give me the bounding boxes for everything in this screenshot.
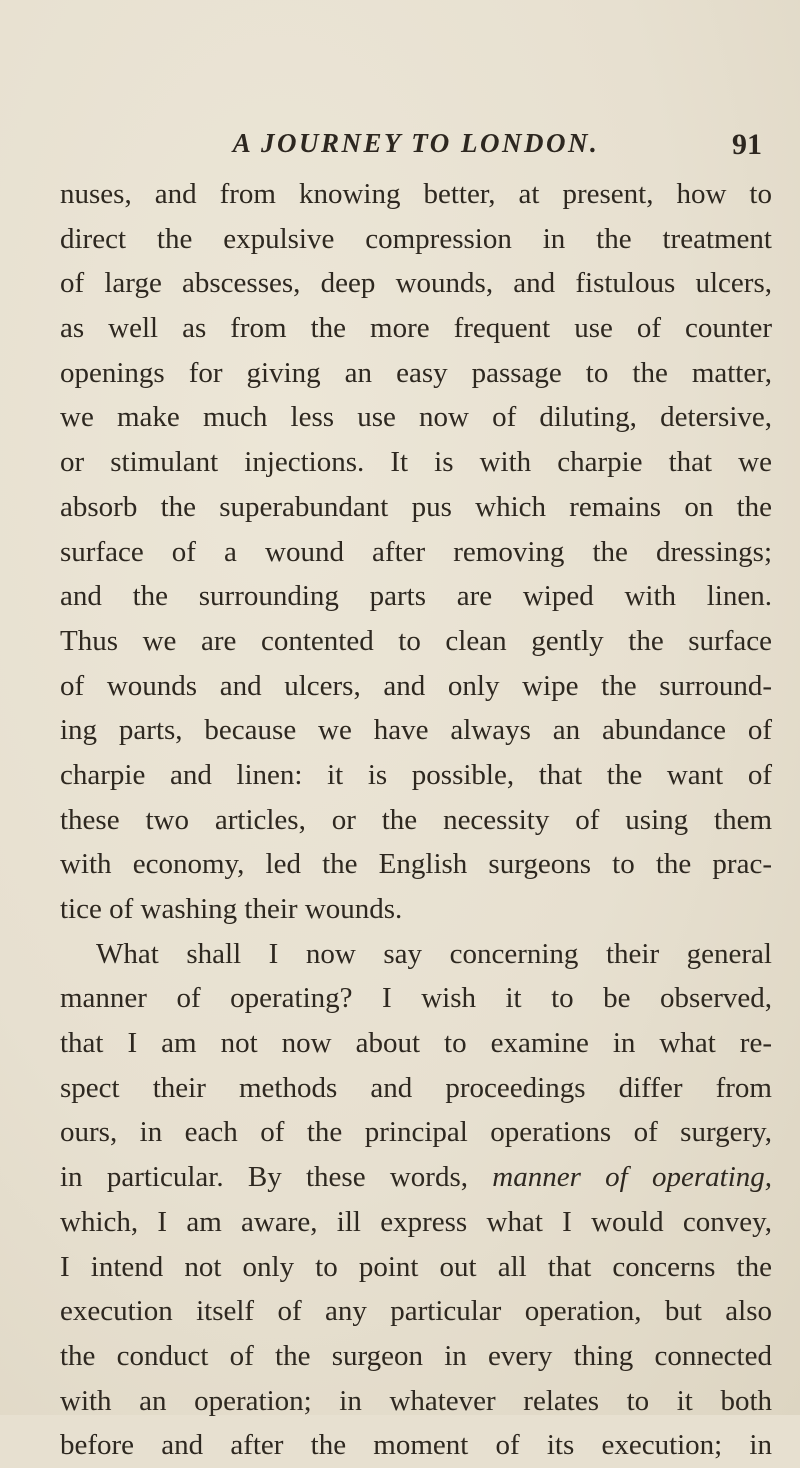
- text-line: or stimulant injections. It is with charpie that we: [60, 446, 772, 479]
- text-line: of large abscesses, deep wounds, and fistulous ulcers,: [60, 267, 772, 300]
- text-line: I intend not only to point out all that concerns the: [60, 1250, 772, 1283]
- text-line: charpie and linen: it is possible, that the want of: [60, 758, 772, 791]
- text-line: nuses, and from knowing better, at present, how to: [60, 178, 772, 210]
- text-line: these two articles, or the necessity of using them: [60, 803, 772, 836]
- text-line: with an operation; in whatever relates to it both: [60, 1384, 772, 1417]
- text-line: direct the expulsive compression in the treatment: [60, 222, 772, 255]
- text-line: tice of washing their wounds.: [60, 893, 403, 925]
- text-line: which, I am aware, ill express what I would convey,: [60, 1205, 772, 1238]
- text-line: and the surrounding parts are wiped with linen.: [60, 580, 772, 613]
- text-line-mixed: [60, 1155, 772, 1200]
- running-title: A JOURNEY TO LONDON.: [232, 128, 600, 158]
- text-line: manner of operating? I wish it to be observed,: [60, 982, 772, 1015]
- text-line: surface of a wound after removing the dressings;: [60, 535, 772, 568]
- text-line: of wounds and ulcers, and only wipe the surround-: [60, 669, 772, 702]
- running-head: [60, 128, 772, 164]
- text-line: that I am not now about to examine in what re-: [60, 1027, 772, 1060]
- paragraph-2: [60, 932, 772, 1468]
- text-line: before and after the moment of its execution; in: [60, 1429, 772, 1462]
- text-line: ours, in each of the principal operations of surgery,: [60, 1116, 772, 1149]
- body-text: [60, 172, 772, 1468]
- text-line: we make much less use now of diluting, detersive,: [60, 401, 772, 434]
- text-line: ing parts, because we have always an abundance of: [60, 714, 772, 747]
- text-line: with economy, led the English surgeons to the prac-: [60, 848, 772, 881]
- text-line: Thus we are contented to clean gently the surface: [60, 624, 772, 657]
- text-line: absorb the superabundant pus which remains on the: [60, 490, 772, 523]
- text-line: execution itself of any particular operation, but also: [60, 1295, 772, 1328]
- text-line: spect their methods and proceedings differ from: [60, 1071, 772, 1104]
- page-number: 91: [732, 128, 762, 161]
- text-line: What shall I now say concerning their general: [96, 937, 772, 970]
- text-segment: in particular. By these words,: [60, 1161, 493, 1194]
- text-line: as well as from the more frequent use of counter: [60, 312, 772, 345]
- italic-phrase: manner of operating,: [492, 1161, 772, 1194]
- text-line: the conduct of the surgeon in every thing connected: [60, 1339, 772, 1372]
- text-line: openings for giving an easy passage to the matter,: [60, 356, 772, 389]
- paragraph-1: [60, 172, 772, 932]
